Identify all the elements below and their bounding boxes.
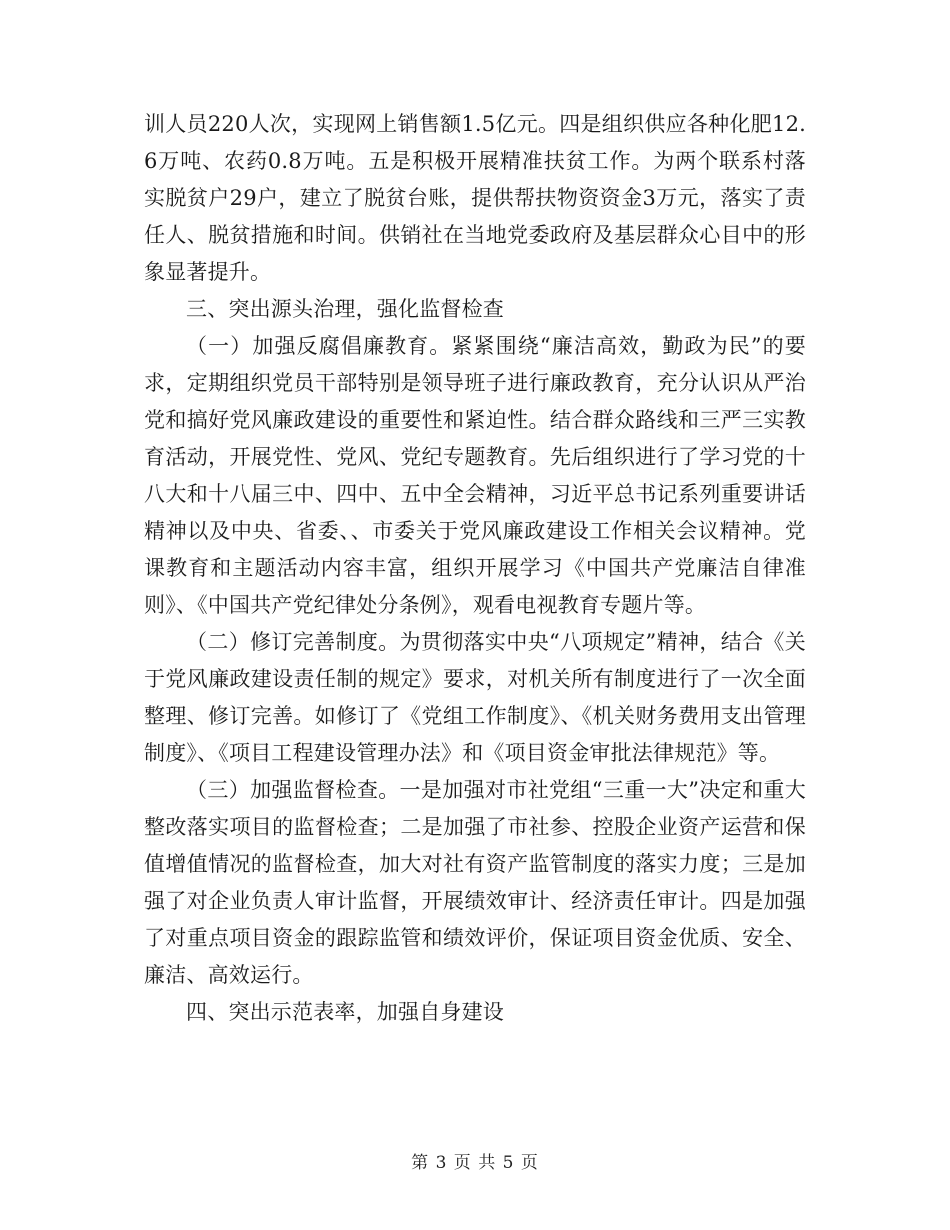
document-page [144,106,806,1031]
body-paragraph-regulations: （二）修订完善制度。为贯彻落实中央“八项规定”精神，结合《关于党风廉政建设责任制的规定》要求，对机关所有制度进行了一次全面整理、修订完善。如修订了《党组工作制度》、《机关财务费用支出管理制度》、《项目工程建设管理办法》和《项目资金审批法律规范》等。 [144,630,806,765]
page-number-footer: 第 3 页 共 5 页 [411,1153,539,1173]
body-paragraph-education: （一）加强反腐倡廉教育。紧紧围绕“廉洁高效，勤政为民”的要求，定期组织党员干部特别是领导班子进行廉政教育，充分认识从严治党和搞好党风廉政建设的重要性和紧迫性。结合群众路线和三严三实教育活动，开展党性、党风、党纪专题教育。先后组织进行了学习党的十八大和十八届三中、四中、五中全会精神，习近平总书记系列重要讲话精神以及中央、省委、、市委关于党风廉政建设工作相关会议精神。党课教育和主题活动内容丰富，组织开展学习《中国共产党廉洁自律准则》、《中国共产党纪律处分条例》，观看电视教育专题片等。 [144,334,806,617]
section-heading-3: 三、突出源头治理，强化监督检查 [186,297,504,321]
body-paragraph-supervision: （三）加强监督检查。一是加强对市社党组“三重一大”决定和重大整改落实项目的监督检查；二是加强了市社参、控股企业资产运营和保值增值情况的监督检查，加大对社有资产监管制度的落实力度；三是加强了对企业负责人审计监督，开展绩效审计、经济责任审计。四是加强了对重点项目资金的跟踪监管和绩效评价，保证项目资金优质、安全、廉洁、高效运行。 [144,778,806,987]
body-paragraph-continuation: 训人员220人次，实现网上销售额1.5亿元。四是组织供应各种化肥12.6万吨、农药0.8万吨。五是积极开展精准扶贫工作。为两个联系村落实脱贫户29户，建立了脱贫台账，提供帮扶物资资金3万元，落实了责任人、脱贫措施和时间。供销社在当地党委政府及基层群众心目中的形象显著提升。 [144,112,806,284]
section-heading-4: 四、突出示范表率，加强自身建设 [186,1000,504,1024]
